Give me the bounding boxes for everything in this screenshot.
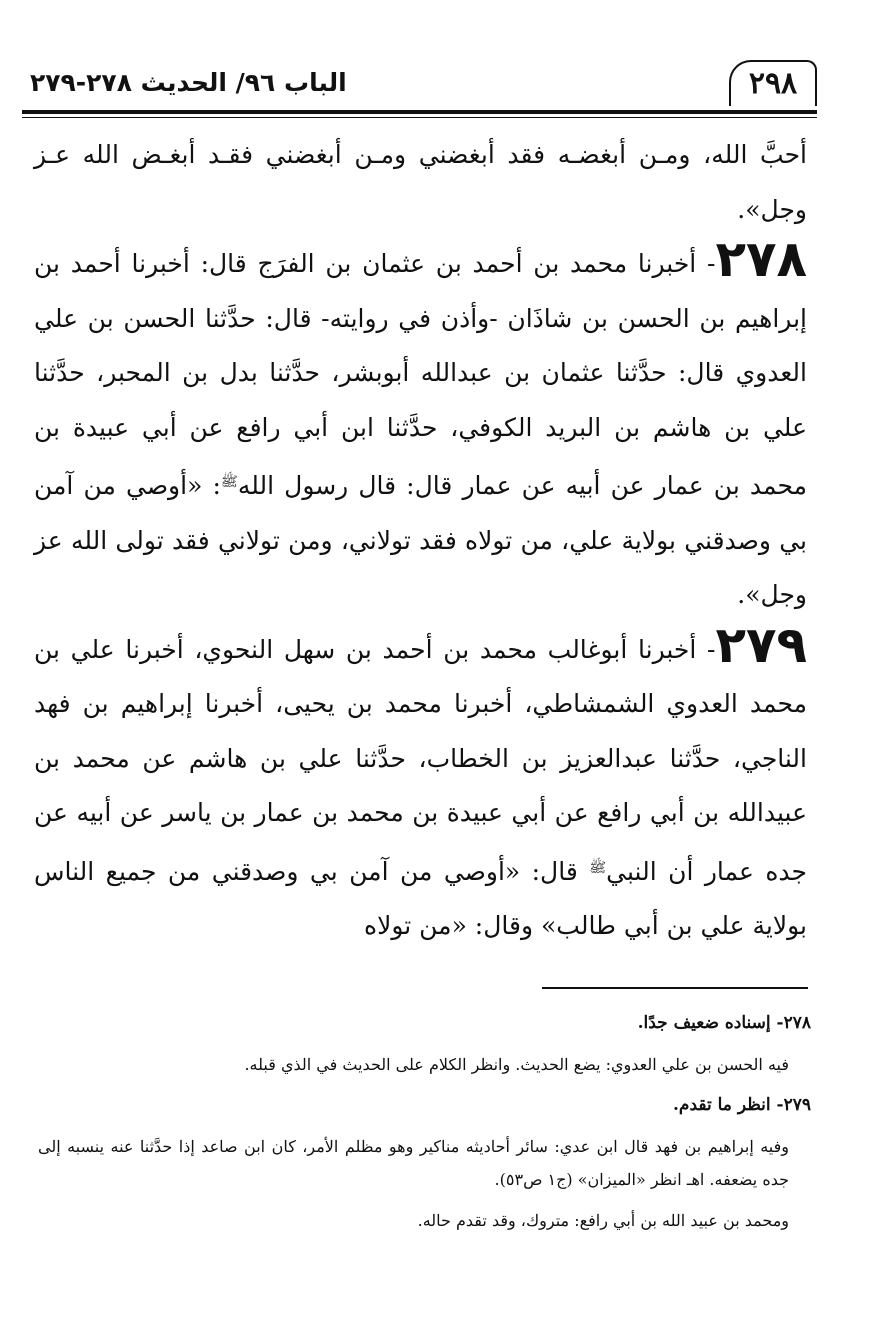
footnote-278-body: فيه الحسن بن علي العدوي: يضع الحديث. وانظر الكلام على الحديث في الذي قبله. [244,1055,789,1074]
header-rule-thin [22,117,817,118]
footnote-separator [542,987,808,989]
footnote-278-head: ٢٧٨- إسناده ضعيف جدًا. [637,1013,811,1033]
footnote-279-extra: ومحمد بن عبيد الله بن أبي رافع: متروك، وقد تقدم حاله. [417,1211,789,1230]
hadith-number-278: ٢٧٨ [715,230,807,288]
hadith-279-text: - أخبرنا أبوغالب محمد بن أحمد بن سهل النحوي، أخبرنا علي بن محمد العدوي الشمشاطي، أخبرنا محمد بن يحيى، أخبرنا إبراهيم بن فهد الناجي، حدَّثنا عبدالعزيز بن الخطاب، حدَّثنا علي بن هاشم عن محمد بن عبيدالله بن أبي رافع عن أبي عبيدة بن محمد بن عمار بن ياسر عن أبيه عن جده عمار أن النبي [34,634,807,886]
hadith-278-text: - أخبرنا محمد بن أحمد بن عثمان بن الفرَج قال: أخبرنا أحمد بن إبراهيم بن الحسن بن شاذَان -وأذن في روايته- قال: حدَّثنا الحسن بن علي العدوي قال: حدَّثنا عثمان بن عبدالله أبوبشر، حدَّثنا بدل بن المحبر، حدَّثنا علي بن هاشم بن البريد الكوفي، حدَّثنا ابن أبي رافع عن أبي عبيدة بن محمد بن عمار عن أبيه عن عمار قال: قال رسول الله [34,249,807,500]
page-header [22,58,817,118]
header-rule-thick [22,110,817,114]
page-number: ٢٩٨ [729,60,817,106]
salla-glyph: ﷺ [589,859,607,876]
running-title: الباب ٩٦/ الحديث ٢٧٨-٢٧٩ [30,68,347,97]
hadith-278-text-after: : «أوصي من آمن بي وصدقني بولاية علي، من تولاه فقد تولاني، ومن تولاني فقد تولى الله عز وجل». [34,471,807,609]
footnotes [38,1007,811,1245]
continuation-paragraph: أحبَّ الله، ومـن أبغضـه فقد أبغضني ومـن أبغضني فقـد أبغـض الله عـز وجل». [34,140,807,224]
main-text [34,128,807,954]
hadith-279 [34,615,807,954]
footnote-279-head: ٢٧٩- انظر ما تقدم. [673,1095,811,1115]
footnote-279-body: وفيه إبراهيم بن فهد قال ابن عدي: سائر أحاديثه مناكير وهو مظلم الأمر، كان ابن صاعد إذا حدَّثنا عنه ينسبه إلى جده يضعفه. اهـ انظر «الميزان» (ج١ ص٥٣). [38,1137,789,1189]
salla-glyph: ﷺ [220,474,238,490]
hadith-number-279: ٢٧٩ [715,615,807,674]
hadith-279-text-after: قال: «أوصي من آمن بي وصدقني من جميع الناس بولاية علي بن أبي طالب» وقال: «من تولاه [34,856,807,940]
hadith-278 [34,230,807,623]
